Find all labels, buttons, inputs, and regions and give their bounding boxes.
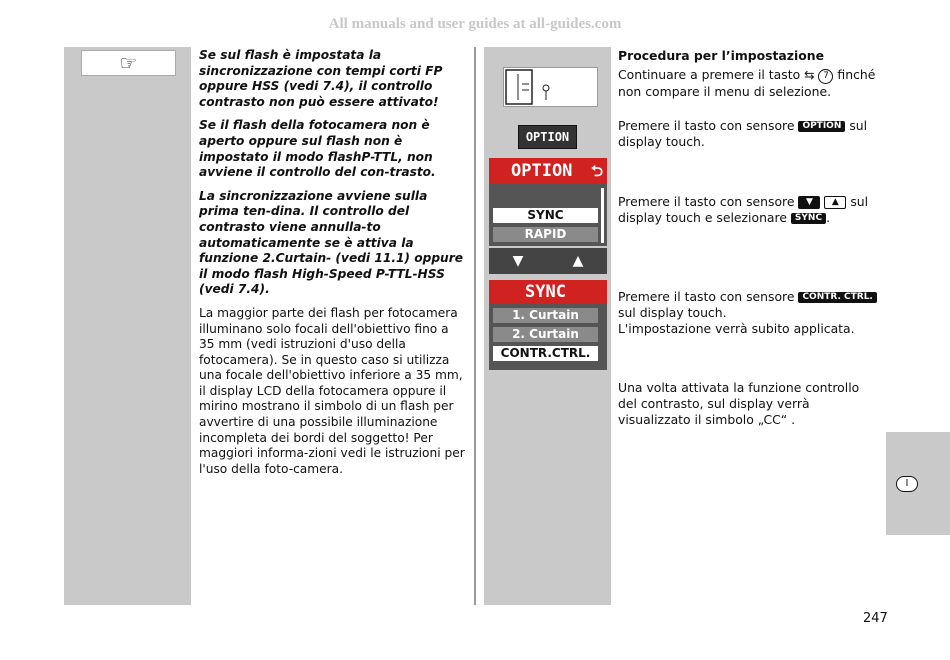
key-number-badge: 7 bbox=[818, 69, 833, 84]
swap-icon: ⇆ bbox=[804, 67, 815, 82]
step-2: Premere il tasto con sensore OPTION sul display touch. bbox=[618, 118, 868, 149]
flash-device-illustration bbox=[503, 67, 598, 107]
arrow-up-chip-icon: ▲ bbox=[824, 196, 846, 209]
column-divider bbox=[474, 47, 476, 605]
step-3: Premere il tasto con sensore ▼ ▲ sul display touch e selezionare SYNC . bbox=[618, 194, 869, 225]
page-number: 247 bbox=[863, 611, 888, 626]
watermark: All manuals and user guides at all-guides.com bbox=[328, 16, 622, 32]
arrow-up-icon: ▲ bbox=[572, 253, 584, 269]
procedure-heading: Procedura per l’impostazione bbox=[618, 48, 824, 63]
menu-item-1-curtain: 1. Curtain bbox=[493, 308, 598, 323]
arrow-down-icon: ▼ bbox=[512, 253, 524, 269]
option-chip: OPTION bbox=[798, 121, 845, 132]
step-1: Continuare a premere il tasto ⇆ 7 finché non compare il menu di selezione. bbox=[618, 67, 876, 99]
left-margin-bar bbox=[64, 47, 191, 605]
option-menu-title: OPTION ⮌ bbox=[489, 158, 607, 184]
menu-item-2-curtain: 2. Curtain bbox=[493, 327, 598, 342]
warning-3: La sincronizzazione avviene sulla prima ten-dina. Il controllo del contrasto viene annulla-to automaticamente se è attiva la funzione 2.Curtain- (vedi 11.1) oppure il modo flash High-Speed P-TTL-HSS (vedi 7.4). bbox=[199, 188, 464, 297]
closing-text: Una volta attivata la funzione controllo del contrasto, sul display verrà visualizzato il simbolo „CC“ . bbox=[618, 380, 860, 427]
sync-menu-screen bbox=[489, 280, 607, 370]
menu-item-rapid: RAPID bbox=[493, 227, 598, 242]
back-icon: ⮌ bbox=[590, 162, 603, 180]
scrollbar bbox=[601, 188, 604, 243]
sync-menu-title: SYNC bbox=[489, 280, 607, 304]
body-text: La maggior parte dei flash per fotocamera illuminano solo focali dell'obiettivo fino a 35 mm (vedi istruzioni d'uso della fotocamera). Se in questo caso si utilizza una focale dell'obiettivo inferiore a 35 mm, il display LCD della fotocamera oppure il mirino mostrano il simbolo di un flash per avvertire di una possibile illuminazione incompleta dei bordi del soggetto! Per maggiori informa-zioni vedi le istruzioni per l'uso della foto-camera. bbox=[199, 305, 465, 476]
option-button-figure: OPTION bbox=[518, 125, 577, 149]
warning-2: Se il flash della fotocamera non è aperto oppure sul flash non è impostato il modo flashP-TTL, non avviene il controllo del con-trasto. bbox=[199, 118, 436, 180]
sync-chip: SYNC bbox=[791, 213, 826, 224]
option-menu-screen bbox=[489, 158, 607, 246]
warning-1: Se sul flash è impostata la sincronizzazione con tempi corti FP oppure HSS (vedi 7.4), il controllo contrasto non può essere attivato! bbox=[199, 48, 443, 109]
language-badge: I bbox=[896, 476, 918, 492]
left-text-column bbox=[199, 48, 467, 485]
arrow-down-chip-icon: ▼ bbox=[798, 196, 820, 209]
step-4: Premere il tasto con sensore CONTR. CTRL. sul display touch. L'impostazione verrà subito applicata. bbox=[618, 289, 880, 336]
pointing-hand-icon: ☞ bbox=[81, 50, 176, 76]
contr-ctrl-chip: CONTR. CTRL. bbox=[798, 292, 876, 303]
flash-key-icon bbox=[504, 68, 597, 106]
arrow-keys-figure bbox=[489, 248, 607, 274]
menu-item-sync: SYNC bbox=[493, 208, 598, 223]
menu-item-contr-ctrl: CONTR.CTRL. bbox=[493, 346, 598, 361]
